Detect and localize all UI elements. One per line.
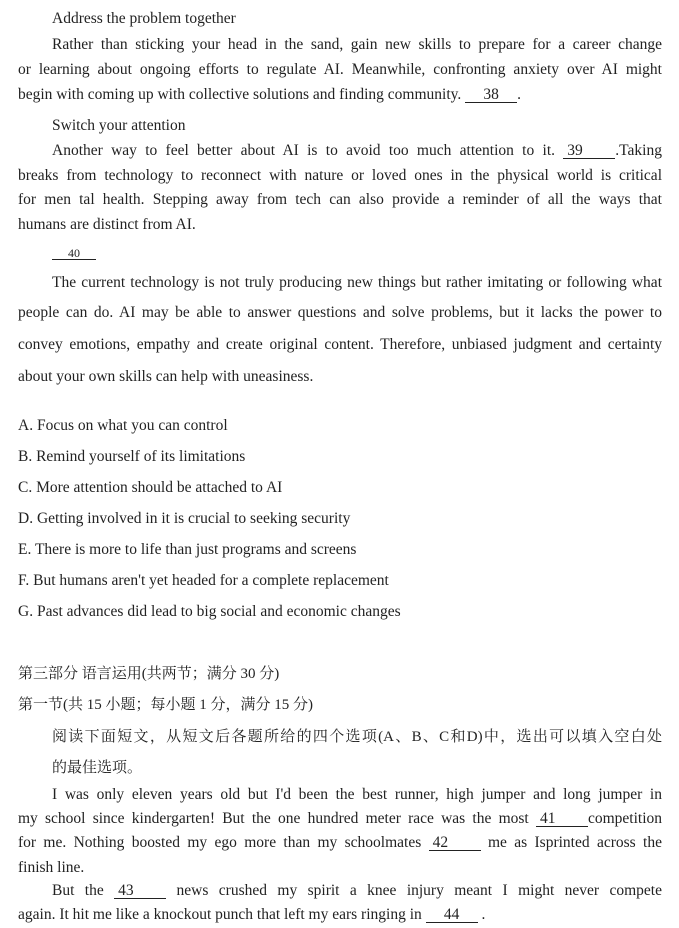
blank-43: 43 — [114, 883, 166, 899]
text: Another way to feel better about AI is to avoid too much attention to it. — [52, 142, 564, 159]
instructions-line: 的最佳选项。 — [52, 760, 143, 776]
text-line: humans are distinct from AI. — [18, 216, 196, 233]
text-line: about your own skills can help with uneasiness. — [18, 368, 314, 385]
text-line: or learning about ongoing efforts to regulate AI. Meanwhile, confronting anxiety over AI might — [18, 61, 662, 78]
text: competition — [587, 810, 662, 827]
option-e: E. There is more to life than just programs and screens — [18, 541, 357, 558]
heading-address-problem: Address the problem together — [52, 10, 236, 27]
text-line: convey emotions, empathy and create original content. Therefore, unbiased judgment and certainty — [18, 336, 662, 353]
text: again. It hit me like a knockout punch that left my ears ringing in — [18, 906, 426, 923]
blank-41: 41 — [536, 811, 588, 827]
blank-44: 44 — [426, 907, 478, 923]
text-line — [18, 906, 662, 924]
text-line: finish line. — [18, 859, 85, 876]
part3-title: 第三部分 语言运用(共两节；满分 30 分) — [18, 666, 280, 682]
text-line: I was only eleven years old but I'd been the best runner, high jumper and long jumper in — [52, 786, 662, 803]
text-line — [18, 834, 662, 852]
text-line — [18, 810, 662, 828]
text-line: The current technology is not truly producing new things but rather imitating or following what — [52, 274, 662, 291]
option-a: A. Focus on what you can control — [18, 417, 228, 434]
text: me as Isprinted across the — [480, 834, 662, 851]
text: . — [517, 86, 522, 103]
text: news crushed my spirit a knee injury meant I might never compete — [166, 882, 662, 899]
text-line — [18, 86, 662, 104]
text-line: Rather than sticking your head in the sand, gain new skills to prepare for a career change — [52, 36, 662, 53]
blank-42: 42 — [429, 835, 481, 851]
option-c: C. More attention should be attached to AI — [18, 479, 283, 496]
text: .Taking — [615, 142, 662, 159]
instructions-line: 阅读下面短文，从短文后各题所给的四个选项(A、B、C和D)中，选出可以填入空白处 — [52, 729, 662, 745]
blank-40-line — [52, 244, 662, 262]
section1-title: 第一节(共 15 小题；每小题 1 分，满分 15 分) — [18, 697, 313, 713]
text-line: breaks from technology to reconnect with nature or loved ones in the physical world is critical — [18, 167, 662, 184]
text: for me. Nothing boosted my ego more than my schoolmates — [18, 834, 429, 851]
blank-38: 38 — [465, 87, 517, 103]
text: . — [477, 906, 486, 923]
text-line: for men tal health. Stepping away from tech can also provide a reminder of all the ways that — [18, 191, 662, 208]
option-f: F. But humans aren't yet headed for a complete replacement — [18, 572, 389, 589]
option-d: D. Getting involved in it is crucial to seeking security — [18, 510, 351, 527]
text: But the — [52, 882, 115, 899]
text-line — [52, 882, 662, 900]
heading-switch-attention: Switch your attention — [52, 117, 186, 134]
text-line — [52, 142, 662, 160]
blank-39: 39 — [563, 143, 615, 159]
option-g: G. Past advances did lead to big social and economic changes — [18, 603, 401, 620]
option-b: B. Remind yourself of its limitations — [18, 448, 246, 465]
text-line: people can do. AI may be able to answer questions and solve problems, but it lacks the power to — [18, 304, 662, 321]
blank-40: 40 — [52, 247, 96, 260]
text: my school since kindergarten! But the one hundred meter race was the most — [18, 810, 536, 827]
text: begin with coming up with collective solutions and finding community. — [18, 86, 466, 103]
